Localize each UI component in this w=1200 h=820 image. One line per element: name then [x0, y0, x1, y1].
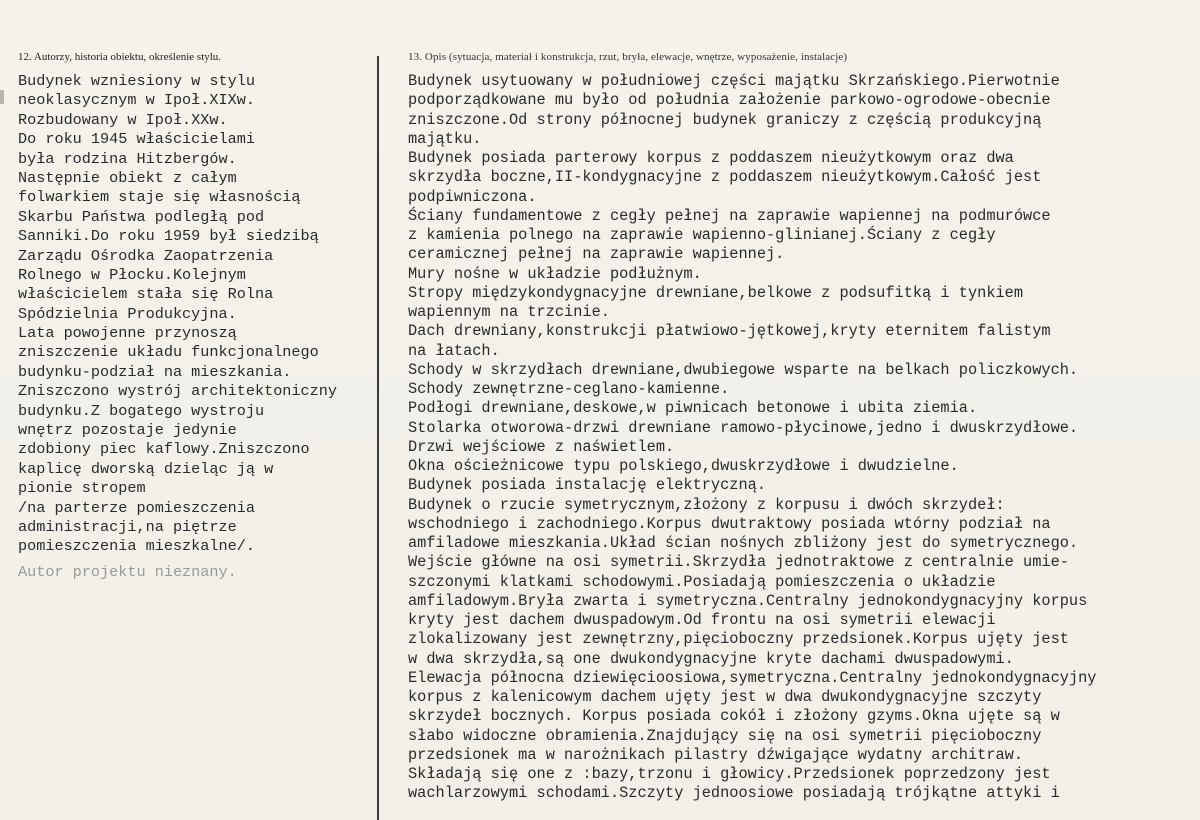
left-column: [18, 48, 378, 582]
text-line: Elewacja północna dziewięcioosiowa,symetryczna.Centralny jednokondygnacyjny: [408, 668, 1097, 687]
text-line: Zarządu Ośrodka Zaopatrzenia: [18, 246, 274, 265]
text-line: Zniszczono wystrój architektoniczny: [18, 382, 337, 401]
text-line: administracji,na piętrze: [18, 517, 237, 536]
text-line: korpus z kalenicowym dachem ujęty jest w dwa dwukondygnacyjne szczyty: [408, 688, 1042, 706]
text-line: amfiladowe mieszkania.Układ ścian nośnych zbliżony jest do symetrycznego.: [408, 534, 1079, 552]
text-line: Następnie obiekt z całym: [18, 168, 237, 187]
text-line: Budynek o rzucie symetrycznym,złożony z korpusu i dwóch skrzydeł:: [408, 495, 1005, 514]
text-line: Schody w skrzydłach drewniane,dwubiegowe wsparte na belkach policzkowych.: [408, 360, 1079, 379]
text-line: kryty jest dachem dwuspadowym.Od frontu na osi symetrii elewacji: [408, 611, 996, 629]
text-line: ceramicznej pełnej na zaprawie wapiennej.: [408, 245, 785, 264]
text-line: zlokalizowany jest zewnętrzny,pięcioboczny przedsionek.Korpus ujęty jest: [408, 630, 1069, 649]
text-line: Ściany fundamentowe z cegły pełnej na zaprawie wapiennej na podmurówce: [408, 206, 1051, 225]
text-line: podpiwniczona.: [408, 187, 537, 206]
text-line: Wejście główne na osi symetrii.Skrzydła jednotraktowe z centralnie umie-: [408, 553, 1069, 572]
text-line: Do roku 1945 właścicielami: [18, 130, 255, 149]
section-13-heading: 13. Opis (sytuacja, materiał i konstrukcja, rzut, bryła, elewacje, wnętrze, wyposażenie, instalacje): [408, 51, 848, 63]
text-line: na łatach.: [408, 341, 500, 360]
text-line: zdobiony piec kaflowy.Zniszczono: [18, 440, 310, 459]
text-line: zniszczone.Od strony północnej budynek graniczy z częścią produkcyjną: [408, 110, 1042, 129]
section-12-heading: 12. Autorzy, historia obiektu, określenie stylu.: [18, 51, 222, 63]
history-text: [18, 72, 378, 582]
text-line: właścicielem stała się Rolna: [18, 285, 274, 304]
text-line: przedsionek ma w narożnikach pilastry dźwigające wydatny architraw.: [408, 745, 1024, 764]
text-line: Rolnego w Płocku.Kolejnym: [18, 265, 246, 284]
text-line: podporządkowane mu było od południa założenie parkowo-ogrodowe-obecnie: [408, 91, 1051, 110]
text-line: budynku.Z bogatego wystroju: [18, 401, 265, 420]
text-line: Rozbudowany w Ipoł.XXw.: [18, 110, 228, 129]
text-line: Budynek usytuowany w południowej części majątku Skrzańskiego.Pierwotnie: [408, 72, 1060, 90]
text-line: Budynek posiada parterowy korpus z poddaszem nieużytkowym oraz dwa: [408, 149, 1014, 167]
author-note: Autor projektu nieznany.: [18, 562, 237, 581]
text-line: Stolarka otworowa-drzwi drewniane ramowo-płycinowe,jedno i dwuskrzydłowe.: [408, 418, 1079, 437]
text-line: Lata powojenne przynoszą: [18, 324, 237, 343]
text-line: wapiennym na trzcinie.: [408, 303, 610, 321]
right-column: [408, 48, 1188, 804]
text-line: majątku.: [408, 129, 482, 148]
text-line: Skarbu Państwa podległą pod: [18, 207, 265, 226]
text-line: amfiladowym.Bryła zwarta i symetryczna.Centralny jednokondygnacyjny korpus: [408, 591, 1088, 610]
text-line: Sanniki.Do roku 1959 był siedzibą: [18, 227, 319, 246]
text-line: szczonymi klatkami schodowymi.Posiadają pomieszczenia o układzie: [408, 572, 996, 591]
text-line: wnętrz pozostaje jedynie: [18, 421, 237, 440]
text-line: budynku-podział na mieszkania.: [18, 362, 292, 381]
text-line: pomieszczenia mieszkalne/.: [18, 537, 255, 556]
text-line: Budynek posiada instalację elektryczną.: [408, 476, 767, 495]
text-line: skrzydła boczne,II-kondygnacyjne z poddaszem nieużytkowym.Całość jest: [408, 168, 1042, 187]
text-line: Drzwi wejściowe z naświetlem.: [408, 437, 675, 456]
text-line: wschodniego i zachodniego.Korpus dwutraktowy posiada wtórny podział na: [408, 514, 1051, 533]
text-line: folwarkiem staje się własnością: [18, 188, 301, 207]
text-line: zniszczenie układu funkcjonalnego: [18, 343, 319, 362]
text-line: Spódzielnia Produkcyjna.: [18, 304, 237, 323]
text-line: Składają się one z :bazy,trzonu i głowicy.Przedsionek poprzedzony jest: [408, 765, 1051, 783]
margin-mark: [0, 90, 4, 104]
text-line: neoklasycznym w Ipoł.XIXw.: [18, 91, 255, 110]
description-text: [408, 72, 1188, 804]
column-divider: [377, 56, 379, 820]
text-line: Okna ościeżnicowe typu polskiego,dwuskrzydłowe i dwudzielne.: [408, 457, 959, 475]
text-line: Podłogi drewniane,deskowe,w piwnicach betonowe i ubita ziemia.: [408, 399, 978, 418]
text-line: z kamienia polnego na zaprawie wapienno-glinianej.Ściany z cegły: [408, 226, 996, 244]
text-line: w dwa skrzydła,są one dwukondygnacyjne kryte dachami dwuspadowymi.: [408, 649, 1014, 668]
text-line: była rodzina Hitzbergów.: [18, 149, 237, 168]
text-line: wachlarzowymi schodami.Szczyty jednoosiowe posiadają trójkątne attyki i: [408, 784, 1060, 803]
text-line: Mury nośne w układzie podłużnym.: [408, 264, 702, 283]
text-line: Stropy międzykondygnacyjne drewniane,belkowe z podsufitką i tynkiem: [408, 283, 1024, 302]
text-line: /na parterze pomieszczenia: [18, 498, 255, 517]
text-line: Budynek wzniesiony w stylu: [18, 72, 255, 90]
text-line: Schody zewnętrzne-ceglano-kamienne.: [408, 380, 730, 398]
text-line: pionie stropem: [18, 479, 146, 498]
text-line: słabo widoczne obramienia.Znajdujący się na osi symetrii pięcioboczny: [408, 726, 1042, 745]
text-line: kaplicę dworską dzieląc ją w: [18, 459, 274, 478]
text-line: skrzydeł bocznych. Korpus posiada cokół i złożony gzyms.Okna ujęte są w: [408, 707, 1060, 726]
text-line: Dach drewniany,konstrukcji płatwiowo-jętkowej,kryty eternitem falistym: [408, 322, 1051, 341]
